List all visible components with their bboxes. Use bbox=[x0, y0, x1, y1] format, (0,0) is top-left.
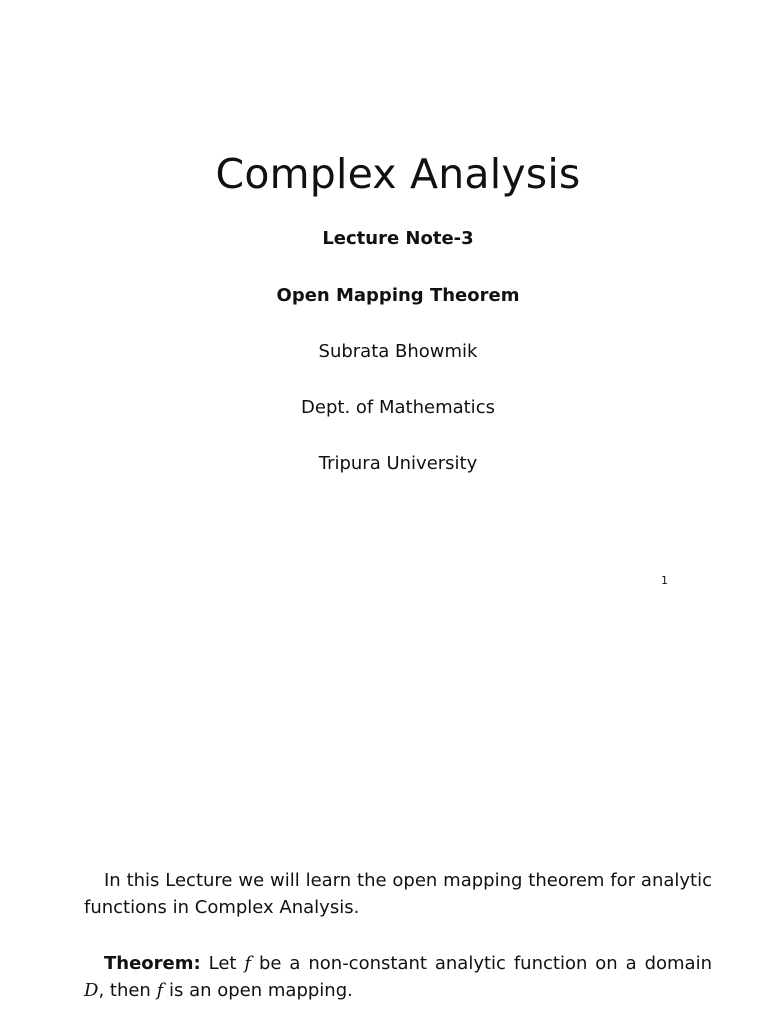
lecture-note-label: Lecture Note-3 bbox=[322, 228, 474, 249]
theorem-text-3: , then bbox=[98, 980, 151, 1001]
department: Dept. of Mathematics bbox=[301, 397, 495, 418]
theorem-text-2: be a non-constant analytic function on a domain bbox=[259, 953, 712, 974]
university: Tripura University bbox=[318, 453, 478, 474]
theorem-paragraph bbox=[84, 950, 712, 1004]
math-var-d: D bbox=[84, 980, 99, 1001]
lecture-topic: Open Mapping Theorem bbox=[276, 285, 520, 306]
theorem-label: Theorem: bbox=[104, 953, 201, 974]
author-name: Subrata Bhowmik bbox=[318, 341, 478, 362]
theorem-text-1: Let bbox=[208, 953, 237, 974]
document-title: Complex Analysis bbox=[215, 150, 581, 198]
math-var-f-2: f bbox=[156, 980, 164, 1001]
intro-paragraph: In this Lecture we will learn the open mapping theorem for analytic functions in Complex Analysis. bbox=[84, 870, 712, 918]
footnote-mark: 1 bbox=[661, 574, 668, 587]
math-var-f: f bbox=[244, 953, 252, 974]
theorem-text-4: is an open mapping. bbox=[168, 980, 353, 1001]
